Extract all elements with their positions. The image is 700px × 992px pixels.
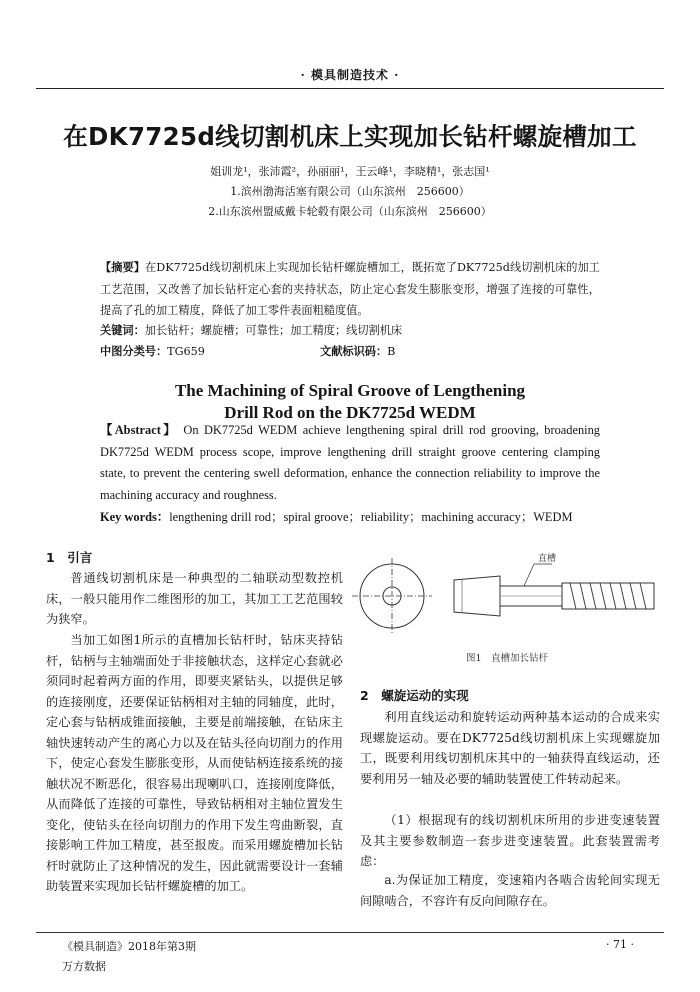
keywords-cn bbox=[100, 322, 600, 338]
abstract-cn-label: 【摘要】 bbox=[100, 261, 146, 274]
section-2-heading: 2 螺旋运动的实现 bbox=[360, 688, 469, 703]
doc-code-label: 文献标识码： bbox=[320, 345, 388, 358]
paper-title: 在DK7725d线切割机床上实现加长钻杆螺旋槽加工 bbox=[63, 122, 637, 151]
clc-value: TG659 bbox=[167, 345, 205, 358]
figure-1-caption: 图1 直槽加长钻杆 bbox=[465, 653, 549, 664]
keywords-cn-label: 关键词： bbox=[100, 324, 145, 337]
affiliation-2: 2.山东滨州盟威戴卡轮毂有限公司（山东滨州 256600） bbox=[208, 205, 492, 218]
abstract-cn bbox=[100, 257, 600, 322]
keywords-en bbox=[100, 507, 600, 529]
section-2-paragraph-3: a.为保证加工精度，变速箱内各啮合齿轮间实现无间隙啮合，不容许有反向间隙存在。 bbox=[360, 873, 660, 908]
source-watermark: 万方数据 bbox=[62, 960, 106, 973]
author-list: 姐训龙¹，张沛霞²，孙丽丽¹，王云峰¹，李晓精¹，张志国¹ bbox=[210, 165, 490, 178]
abstract-en-label: 【Abstract】 bbox=[100, 423, 178, 437]
doc-code-value: B bbox=[387, 345, 396, 358]
section-1-heading: 1 引言 bbox=[46, 550, 93, 565]
section-2-paragraph-1: 利用直线运动和旋转运动两种基本运动的合成来实现螺旋运动。要在DK7725d线切割机床上实现螺旋加工，既要利用线切割机床其中的一轴获得直线运动，还要利用另一轴及必要的辅助装置使工件转动起来。 bbox=[360, 710, 660, 786]
section-1-paragraph-1: 普通线切割机床是一种典型的二轴联动型数控机床，一般只能用作二维图形的加工，其加工工艺范围较为狭窄。 bbox=[46, 571, 343, 626]
page-number: · 71 · bbox=[606, 938, 634, 951]
abstract-en bbox=[100, 420, 600, 506]
journal-issue: 《模具制造》2018年第3期 bbox=[62, 940, 196, 953]
figure-1 bbox=[352, 550, 662, 645]
document-code bbox=[320, 343, 395, 359]
abstract-cn-text: 在DK7725d线切割机床上实现加长钻杆螺旋槽加工，既拓宽了DK7725d线切割机床的加工工艺范围，又改善了加长钻杆定心套的夹持状态，防止定心套发生膨胀变形，增强了连接的可靠性，提高了孔的加工精度，降低了加工零件表面粗糙度值。 bbox=[100, 261, 600, 317]
footer-divider bbox=[36, 932, 664, 933]
abstract-en-text: On DK7725d WEDM achieve lengthening spiral drill rod grooving, broadening DK7725d WEDM process scope, improve lengthening drill straight groove centering clamping state, to prevent the centering swell deformation, enhance the connection reliability to improve the machining accuracy and roughness. bbox=[100, 423, 600, 502]
keywords-en-label: Key words： bbox=[100, 510, 170, 524]
english-title bbox=[0, 380, 700, 424]
figure-1-drawing bbox=[352, 550, 662, 645]
english-title-line-1: The Machining of Spiral Groove of Lengthening bbox=[174, 381, 526, 400]
clc-number bbox=[100, 343, 205, 359]
header-divider bbox=[36, 88, 664, 89]
keywords-en-text: lengthening drill rod；spiral groove；reliability；machining accuracy；WEDM bbox=[169, 510, 573, 524]
section-2-paragraph-2: （1）根据现有的线切割机床所用的步进变速装置及其主要参数制造一套步进变速装置。此套装置需考虑： bbox=[360, 813, 660, 868]
affiliation-1: 1.滨州渤海活塞有限公司（山东滨州 256600） bbox=[230, 185, 470, 198]
english-title-line-2: Drill Rod on the DK7725d WEDM bbox=[224, 403, 476, 422]
clc-label: 中图分类号： bbox=[100, 345, 168, 358]
figure-1-callout-label: 直槽 bbox=[538, 554, 557, 564]
keywords-cn-text: 加长钻杆；螺旋槽；可靠性；加工精度；线切割机床 bbox=[144, 324, 403, 337]
section-1-paragraph-2: 当加工如图1所示的直槽加长钻杆时，钻床夹持钻杆，钻柄与主轴端面处于非接触状态，这样定心套就必须同时起着两方面的作用，即要夹紧钻头，以提供足够的连接刚度，还要保证钻柄相对主轴的同轴度，此时，定心套与钻柄成锥面接触，主要是前端接触，在钻床主轴快速转动产生的离心力以及在钻头径向切削力的作用下，使定心套发生膨胀变形，从而使钻柄连接系统的接触状况不断恶化，很容易出现喇叭口，连接刚度降低，从而降低了连接的可靠性，导致钻柄相对主轴位置发生变化，使钻头在径向切削力的作用下发生弯曲断裂，直接影响工件加工精度，甚至报废。而采用螺旋槽加长钻杆时就防止了这种情况的发生，因此就需要设计一套辅助装置来实现加长钻杆螺旋槽的加工。 bbox=[46, 633, 343, 893]
journal-section-header: · 模具制造技术 · bbox=[300, 68, 400, 82]
